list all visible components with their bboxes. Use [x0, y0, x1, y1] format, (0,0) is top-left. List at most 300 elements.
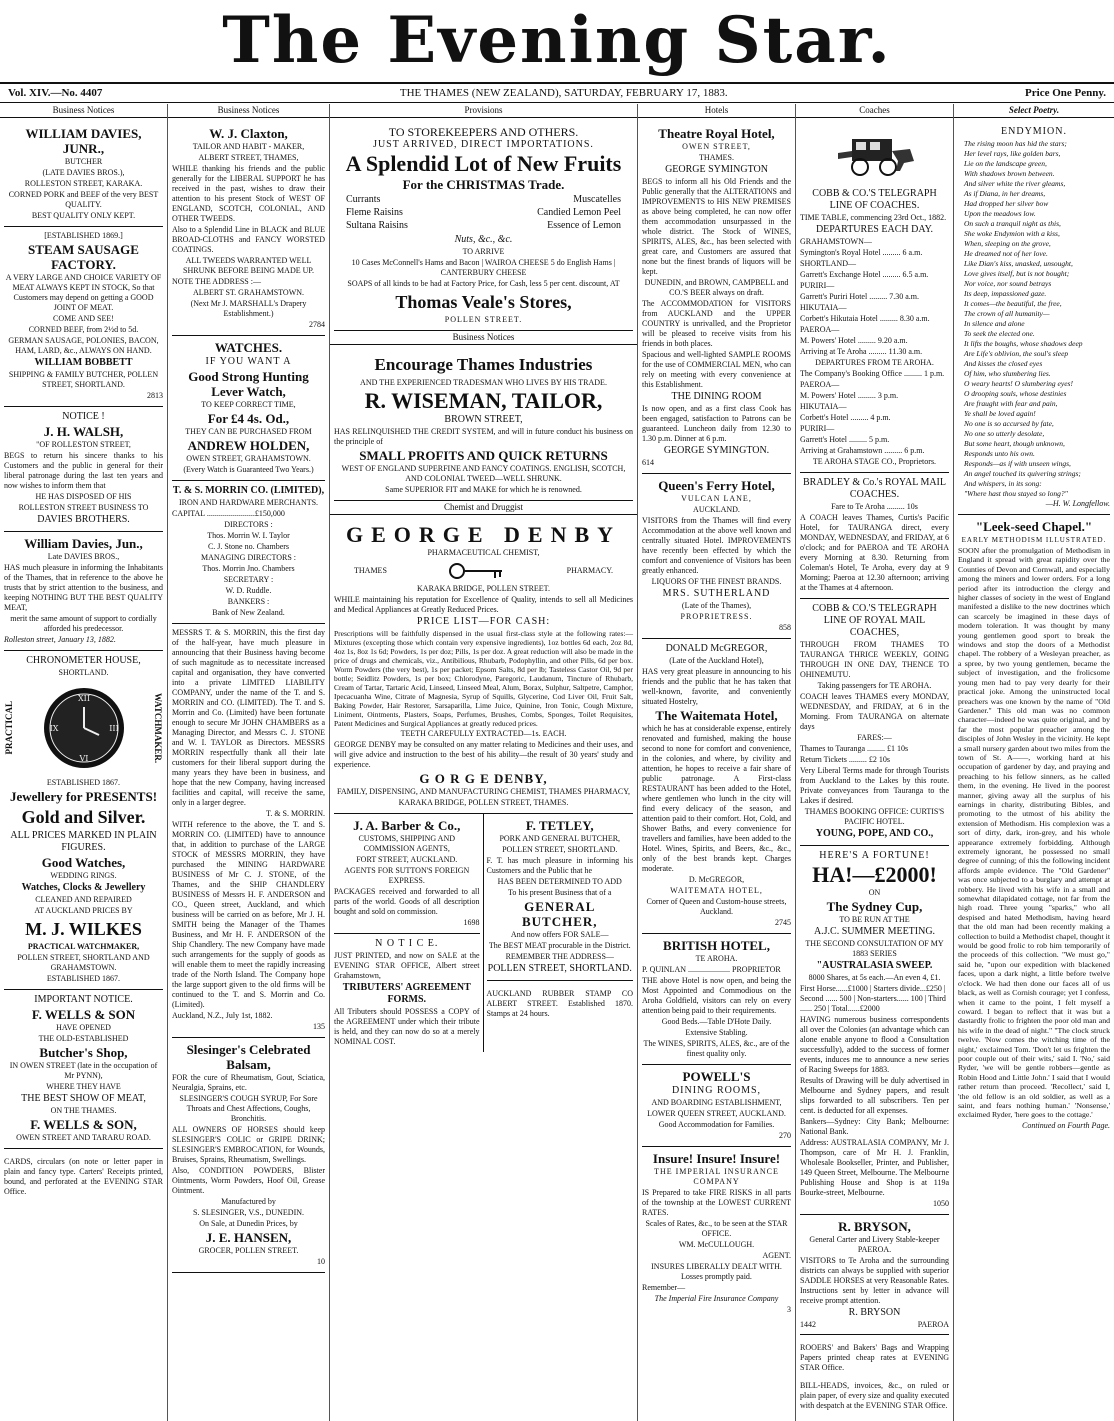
- ad-title: J. A. Barber & Co.,: [353, 818, 461, 833]
- ad-text: PHARMACEUTICAL CHEMIST,: [427, 548, 540, 557]
- ad-text: GERMAN SAUSAGE, POLONIES, BACON, HAM, LARD, &c., ALWAYS ON HAND.: [8, 336, 159, 355]
- ad-title: Insure! Insure! Insure!: [652, 1151, 781, 1166]
- ad-text: W. D. Ruddle.: [225, 586, 272, 595]
- ad-text: GEORGE SYMINGTON.: [663, 445, 770, 456]
- poem-line: Like Dian's kiss, unasked, unsought,: [964, 259, 1073, 268]
- ad-text: TAILOR AND HABIT - MAKER,: [192, 142, 305, 151]
- ad-text: Taking passengers for TE AROHA.: [817, 681, 932, 690]
- ad-text: JUST PRINTED, and now on SALE at the EVENING STAR OFFICE, Albert street Grahamstown,: [334, 951, 480, 980]
- ad-text: (Next Mr J. MARSHALL's Drapery Establishment.): [190, 299, 307, 318]
- ad-title: YOUNG, POPE, AND CO.,: [815, 828, 934, 839]
- ad-text: HAS RELINQUISHED THE CREDIT SYSTEM, and will in future conduct his business on the principle of: [334, 427, 633, 446]
- ad-cobb-coaches: [800, 122, 949, 473]
- vertical-label: PRACTICAL: [4, 701, 14, 755]
- newspaper-title: The Evening Star.: [222, 3, 892, 78]
- ad-text: Thos. Morrin W. I. Taylor: [207, 531, 290, 540]
- ad-text: Manufactured by: [221, 1197, 276, 1206]
- ad-title: Encourage Thames Industries: [374, 355, 593, 374]
- ad-text: THAMES.: [699, 153, 734, 162]
- poem-endymion: [958, 122, 1110, 515]
- ad-text: Also to a Splendid Line in BLACK and BLUE BROAD-CLOTHS and FANCY WORSTED COATINGS.: [172, 225, 325, 254]
- ad-text: SOAPS of all kinds to be had at Factory Price, for Cash, less 5 per cent. discount, AT: [347, 279, 620, 288]
- timetable-row: Garrett's Hotel ......... 5 p.m.: [800, 435, 890, 444]
- poem-line: An angel touched its quivering strings;: [964, 469, 1081, 478]
- ad-text: BUTCHER: [64, 157, 103, 166]
- ad-text: DAVIES BROTHERS.: [37, 514, 130, 525]
- coach-icon: [830, 127, 920, 182]
- ad-text: TEETH CAREFULLY EXTRACTED—1s. EACH.: [400, 729, 567, 738]
- ad-text: Results of Drawing will be duly advertised in Melbourne and Sydney papers, and result slips forwarded to all subscribers. Ten per cent. is deducted for all expenses.: [800, 1076, 949, 1115]
- ad-theatre-royal-hotel: [642, 122, 791, 474]
- ad-wells-son: [4, 990, 163, 1149]
- ad-slesinger: [172, 1038, 325, 1273]
- ad-text: THE SECOND CONSULTATION OF MY 1883 SERIES: [805, 939, 944, 958]
- ad-tetley: [487, 814, 634, 981]
- ad-title: TO STOREKEEPERS AND OTHERS.: [388, 125, 579, 139]
- ad-text: SLESINGER'S COUGH SYRUP, For Sore Throats and Chest Affections, Coughs, Bronchitis.: [179, 1094, 318, 1123]
- ad-text: THE above Hotel is now open, and being the Most Appointed and Commodious on the Aroha Goldfield, visitors can rely on every attention being paid to their requirements.: [642, 976, 791, 1015]
- ad-text: Extensive Stabling.: [685, 1028, 748, 1037]
- poem-line: O weary hearts! O slumbering eyes!: [964, 379, 1073, 388]
- ad-davies-butcher: [4, 122, 163, 227]
- ad-text: Scales of Rates, &c., to be seen at the STAR OFFICE.: [645, 1219, 788, 1238]
- ad-text: OWEN STREET,: [682, 142, 751, 151]
- ad-title: Theatre Royal Hotel,: [658, 126, 775, 141]
- timetable-row: GRAHAMSTOWN—: [800, 237, 872, 246]
- poem-line: When, sleeping on the grove,: [964, 239, 1051, 248]
- timetable-row: PAEROA—: [800, 380, 840, 389]
- ad-text: Address: AUSTRALASIA COMPANY, Mr J. Thompson, care of Mr H. J. Franklin, Wholesale Bookseller, Printer, and Publisher, 149 Queen Street, Melbourne. The Melbourne Publishing House and Shop is at 119a Bourke-street, Melbourne.: [800, 1138, 949, 1197]
- ad-title: Jewellery for PRESENTS!: [9, 789, 158, 804]
- ad-text: TO ARRIVE: [462, 247, 505, 256]
- ad-text: CORNED PORK and BEEF of the very BEST QUALITY.: [8, 190, 159, 209]
- ad-text: OWEN STREET AND TARARU ROAD.: [16, 1133, 151, 1142]
- poem-line: Love gives itself, but is not bought;: [964, 269, 1070, 278]
- poem-line: It lifts the boughs, whose shadows deep: [964, 339, 1083, 348]
- ad-text: POLLEN STREET, SHORTLAND.: [487, 963, 632, 974]
- ad-text: FOR the cure of Rheumatism, Gout, Sciatica, Neuralgia, Sprains, etc.: [172, 1073, 325, 1092]
- story-leek-seed-chapel: [958, 515, 1110, 1136]
- ad-text: HAVE OPENED: [56, 1023, 111, 1032]
- ad-title: Slesinger's Celebrated Balsam,: [186, 1042, 311, 1072]
- ad-waitemata-hotel: [642, 639, 791, 934]
- ad-tributers: [334, 934, 480, 1052]
- ad-text: FARES:—: [857, 733, 892, 742]
- poem-line: Responds—as if with unseen wings,: [964, 459, 1071, 468]
- poem-line: In silence and alone: [964, 319, 1025, 328]
- ad-title: For the CHRISTMAS Trade.: [402, 177, 565, 192]
- ad-text: GEORGE DENBY may be consulted on any matter relating to Medicines and their uses, and will give advice and instruction to the best of his ability—the result of 30 years' study and experience.: [334, 740, 633, 769]
- ad-text: Thames to Tauranga ......... £1 10s: [800, 744, 909, 753]
- ad-text: VISITORS to Te Aroha and the surrounding districts can always be supplied with superior SADDLE HORSES at very Reasonable Rates. Instructions sent by letter in advance will receive prompt attention.: [800, 1256, 949, 1305]
- poem-line: The rising moon has hid the stars;: [964, 139, 1067, 148]
- column-4: [638, 104, 796, 1421]
- section-header: Coaches: [796, 104, 953, 118]
- ad-title: M. J. WILKES: [25, 919, 142, 939]
- ad-text: CARDS, circulars (on note or letter paper in plain and fancy type. Carters' Receipts printed, bound, and perforated at the EVENING STAR Office.: [4, 1157, 163, 1196]
- ad-text: SHIPPING & FAMILY BUTCHER, POLLEN STREET, SHORTLAND.: [8, 370, 159, 389]
- ad-text: merit the same amount of support to cordially afforded his predecessor.: [10, 614, 157, 633]
- ad-text: F. T. has much pleasure in informing his Customers and the Public that he: [486, 856, 633, 875]
- section-header: Business Notices: [330, 331, 637, 345]
- ad-text: Fare to Te Aroha ......... 10s: [831, 502, 918, 511]
- ad-text: Prescriptions will be faithfully dispensed in the usual first-class style at the following rates:—Mixtures (excepting those which contain very expensive ingredients), 1oz bottles 6d each, 2oz 8d, 4oz 1s, 8oz 1s 6d; Powders, 1s per doz; Pills, 1s per doz. A great reduction will also be made in the price of drugs and chemicals, viz., Antibilious, Rhubarb, Podophyllin, and other Pills, 6d per box. Worm Powders (the very best), 1s per packet; Epsom Salts, 8d per lb; Tasteless Castor Oil, 9d per bottle; Seidlitz Powders, 1s per box; Chlorodyne, Paregoric, Laudanum, Tincture of Rhubarb, Cream of Tartar, Tartaric Acid, Linseed, Linseed Meal, Alum, Borax, Sulphur, Saltpetre, Camphor, Ipecacuanha Wine, Citrate of Magnesia, Syrup of Squills, Glycerine, Cod Liver Oil, Fruit Salt, Baking Powder, Hair Restorer, Sarsaparilla, Lime Juice, Quinine, Iron Tonic, Cough Mixture, Liniment, Ointments, Plasters, Soaps, Perfumes, Brushes, Combs, Sponges, Toilet Requisites, Patent Medicines and Surgical Appliances at greatly reduced prices.: [334, 629, 633, 728]
- ad-text: ALL TWEEDS WARRANTED WELL SHRUNK BEFORE BEING MADE UP.: [183, 256, 314, 275]
- timetable-row: Symington's Royal Hotel ......... 6 a.m.: [800, 248, 923, 257]
- ad-text: WHERE THEY HAVE: [46, 1082, 121, 1091]
- ad-text: ROLLESTON STREET BUSINESS TO: [18, 503, 149, 512]
- poem-line: And kisses the closed eyes: [964, 359, 1043, 368]
- svg-text:IX: IX: [49, 724, 58, 733]
- ad-title: TRIBUTERS' AGREEMENT FORMS.: [342, 982, 471, 1005]
- poem-line: Her level rays, like golden bars,: [964, 149, 1061, 158]
- poem-line: Are Life's oblivion, the soul's sleep: [964, 349, 1069, 358]
- ad-text: ESTABLISHED 1867.: [46, 974, 121, 983]
- ad-text: PHARMACY.: [566, 566, 613, 575]
- poem-line: With shadows brown between.: [964, 169, 1055, 178]
- ad-text: WEDDING RINGS.: [50, 871, 117, 880]
- ad-text: BEST QUALITY ONLY KEPT.: [31, 211, 136, 220]
- poem-line: Upon the meadows low.: [964, 209, 1036, 218]
- ad-title: The Sydney Cup,: [826, 899, 923, 914]
- ad-text: PROPRIETRESS.: [680, 612, 753, 621]
- poem-line: No one is so accursed by fate,: [964, 419, 1054, 428]
- ad-title: Butcher's Shop,: [39, 1045, 128, 1060]
- svg-text:XII: XII: [77, 694, 90, 703]
- ad-text: POLLEN STREET, SHORTLAND AND GRAHAMSTOWN.: [17, 953, 150, 972]
- ad-text: Also, CONDITION POWDERS, Blister Ointments, Worm Powders, Hoof Oil, Grease Ointment.: [172, 1166, 325, 1195]
- ad-title: GEORGE DENBY: [345, 522, 622, 547]
- ad-title: IMPORTANT NOTICE.: [34, 994, 133, 1005]
- ad-title: J. E. HANSEN,: [205, 1230, 292, 1245]
- ad-text: Corner of Queen and Custom-house streets, Auckland.: [646, 897, 787, 916]
- ad-text: SHORTLAND.: [58, 668, 109, 677]
- ad-text: TO BE RUN AT THE: [839, 915, 910, 924]
- ad-text: Return Tickets ......... £2 10s: [800, 755, 891, 764]
- ad-bryson: [800, 1215, 949, 1335]
- ad-title: COBB & CO.'S TELEGRAPH LINE OF COACHES.: [812, 188, 937, 211]
- dateline: [0, 84, 1114, 103]
- ad-text: ON: [868, 888, 881, 897]
- ad-text: Is now open, and as a first class Cook has been engaged, satisfaction to Patrons can be guaranteed. Luncheon daily from 12.30 to 1.30 p.m. Dinner at 6 p.m.: [642, 404, 791, 443]
- ad-number: 3: [787, 1305, 791, 1314]
- ad-text: REMEMBER THE ADDRESS—: [505, 952, 614, 961]
- ad-text: AUCKLAND.: [693, 505, 740, 514]
- masthead: [0, 0, 1114, 84]
- ad-text: HAS BEEN DETERMINED TO ADD: [497, 877, 622, 886]
- ad-number: 270: [779, 1131, 791, 1140]
- section-header: Provisions: [330, 104, 637, 118]
- ad-text: THE IMPERIAL INSURANCE COMPANY: [654, 1167, 779, 1186]
- ad-text: General Carter and Livery Stable-keeper PAEROA.: [809, 1235, 940, 1254]
- timetable-list: [800, 380, 949, 456]
- ad-text: Remember—: [642, 1283, 686, 1292]
- ad-text: ALL PRICES MARKED IN PLAIN FIGURES.: [10, 830, 157, 853]
- ad-text: LIQUORS OF THE FINEST BRANDS.: [651, 577, 782, 586]
- ad-text: Good Accommodation for Families.: [658, 1120, 775, 1129]
- ad-number: 1698: [463, 918, 480, 927]
- ad-title: CHRONOMETER HOUSE,: [26, 655, 141, 666]
- ad-text: Bank of New Zealand.: [212, 608, 285, 617]
- poem-line: No one so utterly desolate,: [964, 429, 1045, 438]
- ad-text: SECRETARY :: [223, 575, 274, 584]
- ad-text: TIME TABLE, commencing 23rd Oct., 1882.: [800, 213, 947, 222]
- timetable-row: PAEROA—: [800, 325, 840, 334]
- ad-text: TE AROHA.: [695, 954, 738, 963]
- ad-title: BRADLEY & Co.'s ROYAL MAIL COACHES.: [802, 477, 946, 500]
- timetable-row: HIKUTAIA—: [800, 402, 847, 411]
- ad-title: Good Strong Hunting Lever Watch,: [188, 369, 309, 399]
- ad-text: BEGS to inform all his Old Friends and the Public generally that the ALTERATIONS and IMPROVEMENTS to HIS NEW PREMISES as above being completed, he can now offer them accommodation unsurpassed in the whole district. The Stock of WINES, SPIRITS, ALES, &c., has been selected with great care, and Customers are assured that none but the finest brands of liquors will be kept.: [642, 177, 791, 276]
- story-subtitle: EARLY METHODISM ILLUSTRATED.: [961, 536, 1107, 544]
- ad-text: POLLEN STREET.: [444, 315, 523, 324]
- ad-text: CLEANED AND REPAIRED: [35, 895, 132, 904]
- ad-text: ROOERS' and Bakers' Bags and Wrapping Papers printed cheap rates at EVENING STAR Office.: [800, 1343, 949, 1372]
- ad-text: JUST ARRIVED, DIRECT IMPORTATIONS.: [373, 139, 594, 150]
- split-ads-row: [334, 814, 633, 1052]
- timetable-row: PURIRI—: [800, 281, 835, 290]
- ad-title: R. BRYSON,: [838, 1219, 911, 1234]
- ad-text: COME AND SEE!: [53, 314, 114, 323]
- ad-barber: [334, 814, 480, 934]
- ad-text: "OF ROLLESTON STREET,: [36, 440, 131, 449]
- timetable-row: SHORTLAND—: [800, 259, 856, 268]
- timetable-row: Garrett's Puriri Hotel ......... 7.30 a.m.: [800, 292, 919, 301]
- ad-title: A Splendid Lot of New Fruits: [345, 151, 622, 176]
- ad-title: R. WISEMAN, TAILOR,: [364, 388, 603, 413]
- ad-title: BRITISH HOTEL,: [663, 938, 770, 953]
- ad-title: NOTICE !: [62, 411, 105, 422]
- ad-text: [ESTABLISHED 1869.]: [44, 231, 123, 240]
- ad-text: A VERY LARGE AND CHOICE VARIETY OF MEAT ALWAYS KEPT IN STOCK, So that Customers may depend on getting a GOOD JOINT OF MEAT.: [5, 273, 162, 312]
- ad-text: On Sale, at Dunedin Prices, by: [199, 1219, 298, 1228]
- ad-text: 8000 Shares, at 5s each.—An even 4, £1.: [808, 973, 941, 982]
- ad-title: GEORGE SYMINGTON: [665, 164, 768, 175]
- ad-text: IS Prepared to take FIRE RISKS in all parts of the township at the LOWEST CURRENT RATES.: [642, 1188, 791, 1217]
- ad-text: VULCAN LANE,: [681, 494, 752, 503]
- ad-title: A.J.C. SUMMER MEETING.: [813, 926, 936, 937]
- poem-line: Ye shall be loved again!: [964, 409, 1036, 418]
- ad-text: ON THE THAMES.: [50, 1106, 117, 1115]
- ad-text: ROLLESTON STREET, KARAKA.: [24, 179, 143, 188]
- fruit-item: Currants: [346, 194, 381, 205]
- poem-line: O drooping souls, whose destinies: [964, 389, 1067, 398]
- ad-wiseman-tailor: [334, 349, 633, 501]
- ad-text: THAMES: [354, 566, 387, 575]
- ad-text: CORNED BEEF, from 2½d to 5d.: [28, 325, 139, 334]
- ad-text: CUSTOMS, SHIPPING AND COMMISSION AGENTS,: [358, 834, 456, 853]
- poem-line: On such a tranquil night as this,: [964, 219, 1061, 228]
- ad-text: IF YOU WANT A: [205, 356, 292, 367]
- ad-walsh-notice: [4, 407, 163, 532]
- ad-morrin-co: [172, 481, 325, 624]
- ad-text: CAPITAL ........................£150,000: [172, 509, 285, 518]
- ad-text: FAMILY, DISPENSING, AND MANUFACTURING CHEMIST, THAMES PHARMACY,: [336, 787, 630, 796]
- poem-line: He dreamed not of her love.: [964, 249, 1048, 258]
- section-header: Select Poetry.: [954, 104, 1114, 118]
- ad-title: SMALL PROFITS AND QUICK RETURNS: [359, 448, 608, 463]
- section-header: Hotels: [638, 104, 795, 118]
- ad-title: William Davies, Jun.,: [24, 536, 143, 551]
- ad-text: KARAKA BRIDGE, POLLEN STREET, THAMES.: [398, 798, 569, 807]
- ad-text: AND BOARDING ESTABLISHMENT,: [651, 1098, 782, 1107]
- fruit-item: Candied Lemon Peel: [537, 207, 621, 218]
- poem-author: —H. W. Longfellow.: [1045, 499, 1110, 508]
- ad-morrin-notice: [172, 624, 325, 1038]
- price: Price One Penny.: [1025, 87, 1106, 99]
- ad-text: WAITEMATA HOTEL,: [670, 886, 763, 895]
- ad-text: TO KEEP CORRECT TIME,: [201, 400, 296, 409]
- ad-text: THE OLD-ESTABLISHED: [38, 1034, 129, 1043]
- timetable-row: Arriving at Grahamstown ......... 6 p.m.: [800, 446, 925, 455]
- ad-queens-ferry-hotel: [642, 474, 791, 639]
- ad-text: THE BEST SHOW OF MEAT,: [21, 1093, 146, 1104]
- ad-text: WEST OF ENGLAND SUPERFINE AND FANCY COATINGS. ENGLISH, SCOTCH, AND COLONIAL TWEED—WELL SHRUNK.: [341, 464, 626, 483]
- ad-text: BEGS to return his sincere thanks to his Customers and the public in general for their liberal patronage during the last ten years and now wishes to inform them that: [4, 451, 163, 490]
- ad-text: INSURES LIBERALLY DEALT WITH. Losses promptly paid.: [651, 1262, 782, 1281]
- ad-text: (Every Watch is Guaranteed Two Years.): [183, 465, 314, 474]
- ad-text: AT AUCKLAND PRICES BY: [34, 906, 133, 915]
- ad-text: VISITORS from the Thames will find every Accommodation at the above well known and centrally situated Hotel. IMPROVEMENTS have recently been effected by which the comfort and convenience of Visitors has been greatly enhanced.: [642, 516, 791, 575]
- ad-text: HAS much pleasure in informing the Inhabitants of the Thames, that in reference to the above he trusts that by strict attention to the business, and keeping NOTHING BUT THE BEST QUALITY MEAT,: [4, 563, 163, 612]
- ad-title: The Waitemata Hotel,: [655, 708, 778, 723]
- ad-text: Good Beds.—Table D'Hote Daily.: [661, 1017, 772, 1026]
- ad-text: DIRECTORS :: [224, 520, 273, 529]
- ad-text: BROWN STREET,: [444, 414, 523, 425]
- fruit-item: Essence of Lemon: [547, 220, 621, 231]
- ad-claxton: [172, 122, 325, 336]
- ad-number: 10: [317, 1257, 325, 1266]
- ad-text: The BEST MEAT procurable in the District.: [488, 941, 631, 950]
- story-body: SOON after the promulgation of Methodism in England it spread with great rapidity over the Counties of Devon and Cornwall, and especially among the miners and lower orders. For a long period after its introduction the clergy and higher classes of society in the west of England manifested a dislike to the new doctrines which can scarcely be imagined in these days of modern toleration. It was thought by many young gentlemen good sport to break the windows and stop the doors of a Methodist chapel. The robbery of a Wesleyan preacher, as a spree, by two young gentlemen, became the subject of investigation, and the frolicsome young men had to pay very dearly for their practical joke. Among the uninstructed local preachers was one known by the name of "Old Gardener." This old man was no common character—indeed he was quite original, and by far the most popular preacher among the disciples of John Wesley in the vicinity. He kept a small nursery garden about two miles from the town of St. A——, working hard at his occupation of gardener by day, and praying and preaching to his fellow sinners, as he called them, in the evening. He lived in the poorest manner, giving away all the surplus of his earnings in charity, distributing Bibles, and promoting to the utmost of his ability the extension of Methodism. His complexion was a sort of dirty, dark, iron-grey, and his whole appearance extremely forbidding. Although extremely ignorant, he possessed no small degree of cunning; of this the following incident affords ample evidence. The "Old Gardener" was once subjected to a burglary and attempt at robbery. He lived with his wife in a small and somewhat dilapidated cottage, not far from the high road. Three young "sparks," who all despised and hated Methodism, having heard that the old man had been recently making a collection to build a Methodist chapel, thought it would be good frolic to rob him temporarily of the proceeds of this collection. "We must go," said he, "upon our expedition with blackened faces, upon a dark night, a little before twelve o'clock. We had then done our faces all of us black, as well as Cornish courage; yet I confess, when it came to the point, I felt myself a coward. I began to reflect that it was but a dastardly frolic to frighten the poor old man and his wife in the dead of night." "The clock struck twelve. 'Now comes the witching time of the night,' exclaimed Tom. 'Don't let us frighten the poor couple out of their wits,' said I. 'No,' said Ryder, 'we will be gentle robbers—gentle as Robin Hood and Little John.' I said that I would rather return than proceed. 'Recollect,' said I, 'the old fellow is an old soldier, as well as a saint, and fears nothing human.' 'Nonsense,' exclaimed Ryder, 'here goes to the cottage.': [958, 546, 1111, 1120]
- ad-text: ESTABLISHED 1867.: [46, 778, 121, 787]
- ad-text: BANKERS :: [227, 597, 270, 606]
- ad-title: W. J. Claxton,: [209, 126, 288, 141]
- ad-text: WM. McCULLOUGH.: [678, 1240, 755, 1249]
- clock-icon: [19, 683, 149, 773]
- ad-text: P. QUINLAN ..................... PROPRIETOR: [642, 965, 781, 974]
- ad-text: AND THE EXPERIENCED TRADESMAN WHO LIVES BY HIS TRADE.: [360, 378, 607, 387]
- poem-line: The crown of all humanity—: [964, 309, 1050, 318]
- ad-text: PACKAGES received and forwarded to all parts of the world. Goods of all description bought and sold on commission.: [334, 887, 480, 916]
- ad-text: D. McGREGOR,: [688, 875, 745, 884]
- poem-line: It comes—the beautiful, the free,: [964, 299, 1062, 308]
- timetable-list: [800, 237, 949, 357]
- ad-text: TE AROHA STAGE CO., Proprietors.: [812, 457, 937, 466]
- ad-text: Watches, Clocks & Jewellery: [21, 882, 146, 893]
- ad-text: All Tributers should POSSESS a COPY of the AGREEMENT under which their tribute is held, and they can now do so at a merely NOMINAL COST.: [334, 1007, 480, 1046]
- ad-text: 10 Cases McConnell's Hams and Bacon | WAIROA CHEESE 5 do English Hams | CANTERBURY CHEESE: [351, 258, 616, 277]
- column-5: [796, 104, 954, 1421]
- ad-text: Same SUPERIOR FIT and MAKE for which he is renowned.: [385, 485, 582, 494]
- ad-text: R. BRYSON: [848, 1307, 901, 1318]
- ad-text: which he has at considerable expense, entirely renovated and furnished, making the house second to none for comfort and convenience, in the colonies, and where, by civility and attention, he hopes to receive a fair share of public patronage. A First-class RESTAURANT has been added to the Hotel, where gentlemen who lunch in the city will find every delicacy of the season, and attention paid to their comfort. Hot, Cold, and Shower Baths, and every convenience for travellers and families, have been added to the Hotel. Wines, Spirits, and Beers, &c., &c., only of the best brands kept. Charges moderate.: [642, 724, 791, 873]
- poem-line: Nor voice, nor sound betrays: [964, 279, 1052, 288]
- ad-text: THROUGH FROM THAMES TO TAURANGA THRICE WEEKLY, GOING THROUGH IN ONE DAY, THENCE TO OHINEMUTU.: [800, 640, 949, 679]
- ad-imperial-insurance: [642, 1147, 791, 1320]
- ad-title: ANDREW HOLDEN,: [187, 438, 310, 453]
- ad-text: AGENT.: [762, 1251, 791, 1260]
- ad-text: Auckland, N.Z., July 1st, 1882.: [172, 1011, 273, 1020]
- timetable-row: HIKUTAIA—: [800, 303, 847, 312]
- poem-line: To seek the elected one.: [964, 329, 1035, 338]
- section-header: Business Notices: [168, 104, 329, 118]
- ad-text: C. J. Stone no. Chambers: [207, 542, 290, 551]
- ad-text: NOTE THE ADDRESS :—: [172, 277, 261, 286]
- ad-number: 1050: [933, 1199, 949, 1208]
- poem-lines: [958, 139, 1110, 498]
- poem-line: Are fraught with fear and pain,: [964, 399, 1058, 408]
- ad-text: (Late of the Auckland Hotel),: [669, 656, 764, 665]
- section-header: Business Notices: [0, 104, 167, 118]
- poem-title: ENDYMION.: [1001, 126, 1067, 137]
- ad-title: G O R G E DENBY,: [419, 771, 548, 786]
- ad-title: DEPARTURES EACH DAY.: [815, 224, 934, 235]
- ad-text: The ACCOMMODATION for VISITORS from AUCKLAND and the UPPER COUNTRY is unrivalled, and the Proprietor will be pleased to receive visits from his friends in both places.: [642, 299, 791, 348]
- place-date: THE THAMES (NEW ZEALAND), SATURDAY, FEBRUARY 17, 1883.: [399, 87, 728, 99]
- column-2: [168, 104, 330, 1421]
- ad-text: DEPARTURES FROM TE AROHA.: [815, 358, 934, 367]
- poem-line: "Where hast thou stayed so long?": [964, 489, 1068, 498]
- ad-text: HAVING numerous business correspondents all over the Colonies (an advantage which can alone enable anyone to flood a Consultation successfully), added to the success of former events, induces me to announce a new series of Racing Sweeps for 1883.: [800, 1015, 949, 1074]
- ad-number: 1442: [800, 1320, 816, 1329]
- ad-text: Spacious and well-lighted SAMPLE ROOMS for the use of COMMERCIAL MEN, who can rely on meeting with every convenience at this Establishment.: [642, 350, 792, 389]
- ad-denby-chemist: [334, 519, 633, 814]
- column-3: [330, 104, 638, 1421]
- ad-title: N O T I C E.: [375, 938, 439, 949]
- poem-line: Had dropped her silver bow: [964, 199, 1049, 208]
- poem-line: And silver white the river gleams,: [964, 179, 1066, 188]
- ad-number: 614: [642, 458, 654, 467]
- ad-title: COBB & CO.'S TELEGRAPH LINE OF ROYAL MAIL COACHES,: [812, 603, 937, 638]
- ad-text: HE HAS DISPOSED OF HIS: [35, 492, 132, 501]
- ad-title: MRS. SUTHERLAND: [662, 588, 771, 599]
- ad-holden-watches: [172, 336, 325, 481]
- ad-text: WITH reference to the above, the T. and S. MORRIN CO. (LIMITED) have to announce that, in addition to purchase of the LARGE STOCK of MESSRS MORRIN, they have purchased the MINING HARDWARE BUSINESS of Mr C. J. STONE, of the Thames, and the SHIP CHANDLERY BUSINESS of Messrs H. F. ANDERSON and CO., Queen street, Auckland, and which business will be carried on as before, Mr J. H. SMITH being the Manager of the Thames Business, and Mr H. F. ANDERSON of the Ship Chandlery. The new Company have made such arrangements for the supply of goods as will enable them to meet the rapidly increasing trade of the North Island. The Company hope the large support given to the old firms will be continued to the T. and S. Morrin and Co. (Limited).: [172, 820, 325, 1009]
- timetable-row: PURIRI—: [800, 424, 835, 433]
- ad-title: Thomas Veale's Stores,: [395, 292, 572, 312]
- column-6: [954, 104, 1114, 1421]
- poem-line: Responds unto his own.: [964, 449, 1035, 458]
- ad-title: DINING ROOMS,: [671, 1085, 762, 1096]
- svg-text:VI: VI: [79, 754, 88, 763]
- poem-line: She woke Endymion with a kiss,: [964, 229, 1060, 238]
- ad-title: WILLIAM DAVIES, JUNR.,: [25, 126, 142, 156]
- ad-text: Very Liberal Terms made for through Tourists from Auckland to the Lakes by this route. Private conveyances from Tauranga to the Lakes if desired.: [800, 766, 949, 805]
- ad-text: A COACH leaves Thames, Curtis's Pacific Hotel, for TAURANGA direct, every MONDAY, WEDNESDAY, and FRIDAY, at 6 o'clock; and for PAEROA and TE AROHA every Morning at 8.30. Returning from Coleman's Hotel, Te Aroha, every day at 9 Morning; Paeroa at 12.30 afternoon; arriving at the Thames at 4 afternoon.: [800, 513, 949, 592]
- story-title: "Leek-seed Chapel.": [975, 519, 1093, 534]
- ad-text: Rolleston street, January 13, 1882.: [4, 635, 116, 644]
- ad-chronometer-house: [4, 651, 163, 990]
- ad-text: OWEN STREET, GRAHAMSTOWN.: [186, 454, 311, 463]
- timetable-row: Corbett's Hotel ......... 4 p.m.: [800, 413, 891, 422]
- ad-bradley-coaches: [800, 473, 949, 599]
- ad-number: 2784: [309, 320, 325, 329]
- ad-title: WILLIAM BOBBETT: [34, 357, 133, 368]
- fruit-item: Muscatelles: [573, 194, 621, 205]
- ad-text: GROCER, POLLEN STREET.: [198, 1246, 299, 1255]
- timetable-row: M. Powers' Hotel ......... 3 p.m.: [800, 391, 899, 400]
- ad-text: S. SLESINGER, V.S., DUNEDIN.: [192, 1208, 305, 1217]
- ad-number: 858: [779, 623, 791, 632]
- ad-number: 135: [313, 1022, 325, 1031]
- ad-text: PAEROA: [917, 1320, 949, 1329]
- poem-line: But some heart, though unknown,: [964, 439, 1065, 448]
- ad-text: The Company's Booking Office ......... 1 p.m.: [800, 369, 945, 378]
- ad-title: "AUSTRALASIA SWEEP.: [816, 960, 933, 971]
- ad-text: IRON AND HARDWARE MERCHANTS.: [178, 498, 319, 507]
- ad-text: ALL OWNERS OF HORSES should keep SLESINGER'S COLIC or GRIPE DRINK; SLESINGER'S EMBROCATION, for Wounds, Bruises, Sprains, Rheumatism, Swellings.: [172, 1125, 325, 1164]
